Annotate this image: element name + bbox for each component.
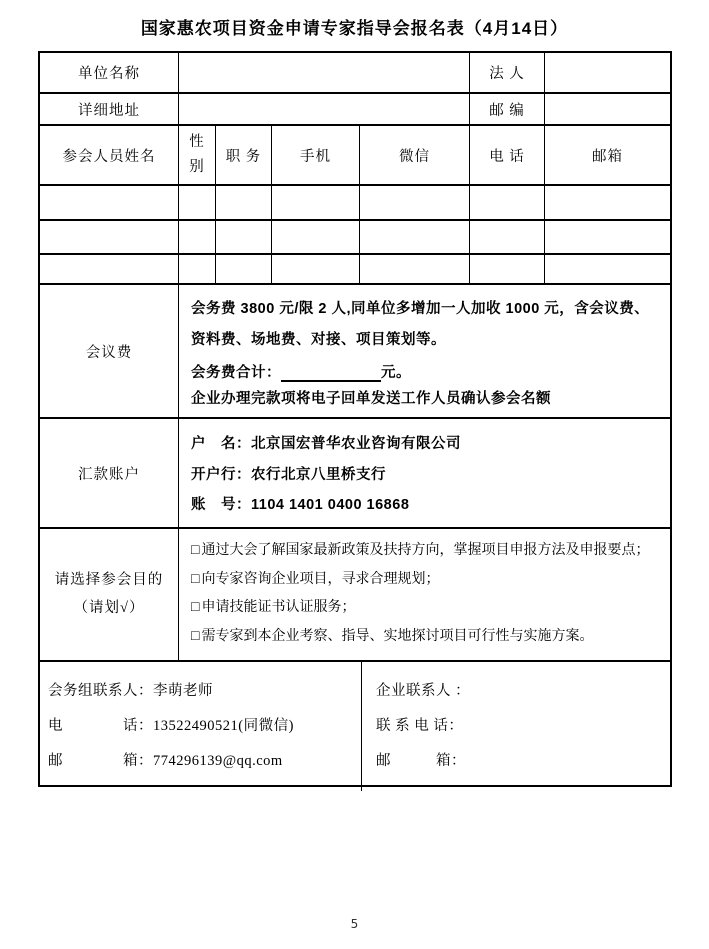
header-email: 邮箱 bbox=[592, 148, 623, 165]
attendee-header-row bbox=[40, 126, 670, 186]
attendee-cell bbox=[545, 186, 670, 219]
page-title: 国家惠农项目资金申请专家指导会报名表（4月14日） bbox=[140, 19, 569, 38]
attendee-cell bbox=[40, 186, 179, 219]
fee-total-prefix: 会务费合计： bbox=[191, 365, 281, 381]
contacts-row bbox=[40, 662, 670, 791]
attendee-cell bbox=[179, 255, 216, 283]
purpose-option-text: 需专家到本企业考察、指导、实地探讨项目可行性与实施方案。 bbox=[201, 628, 594, 644]
page-number: 5 bbox=[350, 917, 359, 931]
attendee-cell bbox=[470, 186, 545, 219]
fee-total-blank-field bbox=[281, 365, 381, 382]
account-row bbox=[40, 419, 670, 529]
attendee-row bbox=[40, 186, 670, 221]
account-number: 账 号：1104 1401 0400 16868 bbox=[191, 496, 410, 513]
purpose-option bbox=[191, 628, 660, 647]
unit-name-row bbox=[40, 53, 670, 94]
company-contact-block bbox=[362, 662, 670, 791]
organizer-contact-block bbox=[40, 662, 362, 791]
header-mobile: 手机 bbox=[272, 126, 360, 184]
address-label: 详细地址 bbox=[40, 94, 179, 124]
purpose-label: 请选择参会目的（请划√） bbox=[40, 529, 179, 660]
header-gender: 性别 bbox=[179, 126, 216, 184]
attendee-cell bbox=[272, 221, 360, 253]
purpose-options bbox=[179, 529, 670, 660]
unit-name-value bbox=[179, 53, 470, 92]
fee-total-suffix: 元。 bbox=[381, 365, 411, 381]
company-contact-label: 企业联系人 ： bbox=[376, 683, 471, 700]
fee-total-line bbox=[191, 361, 660, 382]
company-email-label: 邮 箱： bbox=[376, 753, 466, 770]
attendee-cell bbox=[272, 186, 360, 219]
attendee-cell bbox=[470, 255, 545, 283]
attendee-cell bbox=[360, 221, 470, 253]
attendee-row bbox=[40, 255, 670, 285]
purpose-option bbox=[191, 542, 660, 561]
attendee-cell bbox=[179, 221, 216, 253]
attendee-cell bbox=[360, 186, 470, 219]
fee-description: 会务费 3800 元/限 2 人,同单位多增加一人加收 1000 元，含会议费、资料费、场地费、对接、项目策划等。 bbox=[191, 301, 650, 348]
purpose-option bbox=[191, 599, 660, 618]
purpose-option-text: 向专家咨询企业项目，寻求合理规划； bbox=[201, 571, 440, 587]
checkbox-icon: □ bbox=[191, 628, 200, 644]
attendee-cell bbox=[470, 221, 545, 253]
fee-content bbox=[179, 285, 670, 417]
checkbox-icon: □ bbox=[191, 543, 200, 559]
legal-person-value bbox=[545, 53, 670, 92]
organizer-email: 邮 箱：774296139@qq.com bbox=[48, 753, 283, 770]
attendee-cell bbox=[360, 255, 470, 283]
account-holder: 户 名：北京国宏普华农业咨询有限公司 bbox=[191, 436, 461, 453]
header-attendee-name: 参会人员姓名 bbox=[40, 126, 179, 184]
organizer-phone: 电 话：13522490521(同微信) bbox=[48, 718, 294, 735]
unit-name-label: 单位名称 bbox=[40, 53, 179, 92]
address-value bbox=[179, 94, 470, 124]
fee-label: 会议费 bbox=[40, 285, 179, 417]
checkbox-icon: □ bbox=[191, 600, 200, 616]
purpose-option-text: 通过大会了解国家最新政策及扶持方向，掌握项目申报方法及申报要点； bbox=[201, 543, 650, 559]
purpose-option-text: 申请技能证书认证服务； bbox=[201, 600, 356, 616]
fee-note: 企业办理完款项将电子回单发送工作人员确认参会名额 bbox=[191, 391, 551, 407]
attendee-cell bbox=[545, 255, 670, 283]
account-bank: 开户行：农行北京八里桥支行 bbox=[191, 466, 386, 483]
address-row bbox=[40, 94, 670, 126]
attendee-cell bbox=[272, 255, 360, 283]
company-phone-label: 联 系 电 话： bbox=[376, 718, 464, 735]
purpose-option bbox=[191, 571, 660, 590]
header-position: 职 务 bbox=[216, 126, 272, 184]
attendee-cell bbox=[216, 186, 272, 219]
checkbox-icon: □ bbox=[191, 571, 200, 587]
header-wechat: 微信 bbox=[360, 126, 470, 184]
attendee-cell bbox=[40, 255, 179, 283]
attendee-cell bbox=[216, 221, 272, 253]
attendee-row bbox=[40, 221, 670, 255]
header-phone: 电 话 bbox=[470, 126, 545, 184]
attendee-cell bbox=[40, 221, 179, 253]
fee-row bbox=[40, 285, 670, 419]
registration-form-table bbox=[38, 51, 672, 787]
legal-person-label: 法 人 bbox=[470, 53, 545, 92]
attendee-cell bbox=[216, 255, 272, 283]
attendee-cell bbox=[545, 221, 670, 253]
attendee-cell bbox=[179, 186, 216, 219]
postcode-label: 邮 编 bbox=[470, 94, 545, 124]
account-content bbox=[179, 419, 670, 527]
account-label: 汇款账户 bbox=[40, 419, 179, 527]
postcode-value bbox=[545, 94, 670, 124]
purpose-row bbox=[40, 529, 670, 662]
organizer-contact-name: 会务组联系人：李萌老师 bbox=[48, 683, 213, 700]
